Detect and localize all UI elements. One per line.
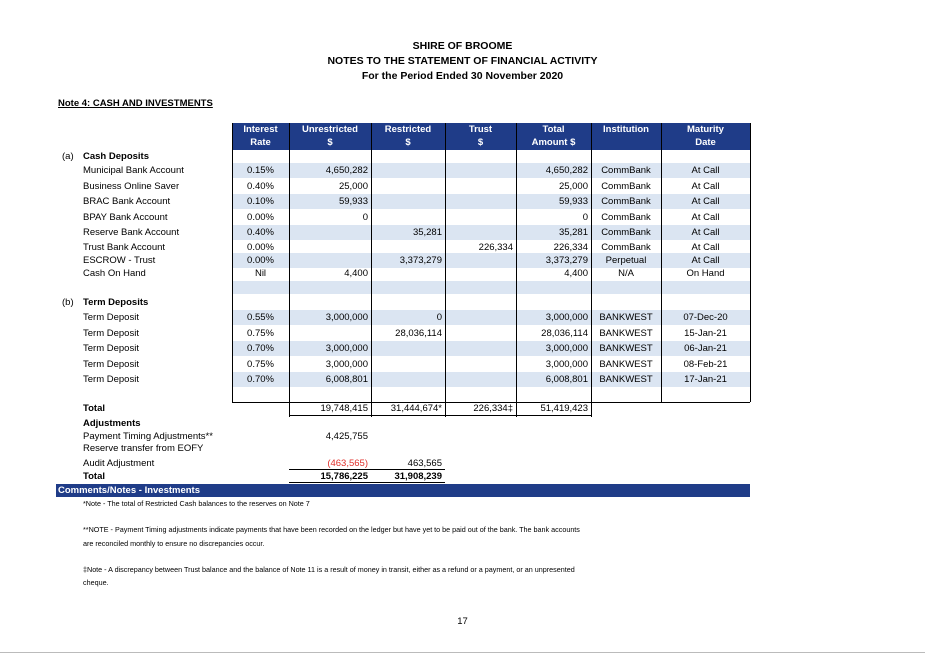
cell-institution: CommBank	[601, 181, 651, 192]
final-total-restricted: 31,908,239	[394, 471, 442, 482]
cell-maturity: 06-Jan-21	[684, 343, 727, 354]
cell-restricted: 3,373,279	[399, 255, 442, 266]
page-number: 17	[457, 616, 468, 627]
cell-rate: Nil	[254, 268, 267, 279]
column-header-restricted: Restricted $	[384, 124, 432, 148]
account-name: BRAC Bank Account	[83, 196, 171, 207]
cell-total: 3,000,000	[545, 312, 588, 323]
total-divider	[371, 402, 372, 417]
row-stripe	[232, 281, 750, 294]
note-payment-timing: **NOTE - Payment Timing adjustments indicate payments that have been recorded on the ledger but have yet to be paid out of the bank. The bank accounts	[83, 525, 580, 534]
cell-rate: 0.70%	[247, 374, 274, 385]
cell-trust: 226,334	[478, 242, 513, 253]
final-total-bottom-rule	[289, 482, 445, 483]
cell-total: 3,000,000	[545, 359, 588, 370]
cell-maturity: At Call	[691, 242, 720, 253]
cell-restricted: 28,036,114	[395, 328, 442, 339]
cell-restricted: 35,281	[412, 227, 442, 238]
report-period: For the Period Ended 30 November 2020	[361, 70, 564, 82]
total-divider	[516, 402, 517, 417]
cell-maturity: At Call	[691, 165, 720, 176]
cell-unrestricted: 3,000,000	[325, 359, 368, 370]
note-payment-timing-cont: are reconciled monthly to ensure no discrepancies occur.	[83, 539, 265, 548]
audit-unrestricted: (463,565)	[327, 458, 368, 469]
account-name: Reserve Bank Account	[83, 227, 180, 238]
cell-total: 59,933	[558, 196, 588, 207]
cell-institution: CommBank	[601, 212, 651, 223]
cell-restricted: 0	[436, 312, 442, 323]
cell-maturity: On Hand	[686, 268, 725, 279]
cell-total: 25,000	[558, 181, 588, 192]
cell-unrestricted: 0	[362, 212, 368, 223]
cell-institution: Perpetual	[605, 255, 647, 266]
section-b-title: Term Deposits	[83, 297, 149, 308]
column-header-rate: Interest Rate	[243, 124, 278, 148]
account-name: Business Online Saver	[83, 181, 180, 192]
cell-total: 35,281	[558, 227, 588, 238]
cell-rate: 0.00%	[247, 212, 274, 223]
cell-rate: 0.55%	[247, 312, 274, 323]
column-header-trust: Trust $	[468, 124, 493, 148]
final-total-unrestricted: 15,786,225	[320, 471, 368, 482]
cell-total: 6,008,801	[545, 374, 588, 385]
section-a-title: Cash Deposits	[83, 151, 149, 162]
cell-institution: N/A	[618, 268, 634, 279]
cell-institution: BANKWEST	[599, 312, 653, 323]
cell-rate: 0.10%	[247, 196, 274, 207]
final-total-label: Total	[83, 471, 105, 482]
cell-rate: 0.40%	[247, 181, 274, 192]
adjustments-title: Adjustments	[83, 418, 141, 429]
cell-unrestricted: 4,400	[344, 268, 368, 279]
total-unrestricted: 19,748,415	[320, 403, 368, 414]
cell-institution: BANKWEST	[599, 328, 653, 339]
account-name: Term Deposit	[83, 312, 139, 323]
column-rule	[232, 123, 233, 402]
cell-unrestricted: 3,000,000	[325, 343, 368, 354]
cell-institution: BANKWEST	[599, 359, 653, 370]
column-header-unrestricted: Unrestricted $	[302, 124, 358, 148]
total-divider	[591, 402, 592, 417]
report-title: SHIRE OF BROOME	[412, 40, 513, 52]
cell-maturity: At Call	[691, 181, 720, 192]
account-name: Term Deposit	[83, 328, 139, 339]
column-rule	[591, 123, 592, 402]
cell-total: 3,000,000	[545, 343, 588, 354]
cell-total: 0	[582, 212, 588, 223]
total-underline	[371, 415, 445, 416]
cell-rate: 0.00%	[247, 242, 274, 253]
cell-institution: CommBank	[601, 165, 651, 176]
cell-maturity: At Call	[691, 196, 720, 207]
total-total: 51,419,423	[540, 403, 588, 414]
account-name: Term Deposit	[83, 374, 139, 385]
report-subtitle: NOTES TO THE STATEMENT OF FINANCIAL ACTIVITY	[327, 55, 598, 67]
cell-rate: 0.70%	[247, 343, 274, 354]
total-divider	[289, 402, 290, 417]
reserve-transfer-label: Reserve transfer from EOFY	[83, 443, 204, 454]
cell-maturity: 08-Feb-21	[683, 359, 728, 370]
payment-timing-value: 4,425,755	[325, 431, 368, 442]
account-name: Trust Bank Account	[83, 242, 166, 253]
cell-maturity: At Call	[691, 255, 720, 266]
cell-maturity: 07-Dec-20	[683, 312, 728, 323]
total-trust: 226,334‡	[473, 403, 513, 414]
account-name: Cash On Hand	[83, 268, 146, 279]
cell-unrestricted: 59,933	[338, 196, 368, 207]
account-name: Term Deposit	[83, 359, 139, 370]
total-underline	[445, 415, 516, 416]
column-rule	[371, 123, 372, 402]
column-rule	[750, 123, 751, 402]
cell-institution: BANKWEST	[599, 343, 653, 354]
column-rule	[445, 123, 446, 402]
cell-unrestricted: 25,000	[338, 181, 368, 192]
note-title: Note 4: CASH AND INVESTMENTS	[58, 98, 213, 109]
cell-institution: BANKWEST	[599, 374, 653, 385]
note-restricted: *Note - The total of Restricted Cash balances to the reserves on Note 7	[83, 499, 310, 508]
cell-institution: CommBank	[601, 227, 651, 238]
cell-rate: 0.00%	[247, 255, 274, 266]
final-total-top-rule	[289, 469, 445, 470]
column-rule	[289, 123, 290, 402]
column-rule	[661, 123, 662, 402]
cell-unrestricted: 4,650,282	[325, 165, 368, 176]
total-restricted: 31,444,674*	[390, 403, 442, 414]
audit-adjustment-label: Audit Adjustment	[83, 458, 155, 469]
cell-maturity: 15-Jan-21	[684, 328, 727, 339]
cell-unrestricted: 3,000,000	[325, 312, 368, 323]
cell-total: 4,650,282	[545, 165, 588, 176]
note-trust-discrepancy: ‡Note - A discrepancy between Trust balance and the balance of Note 11 is a result of money in transit, either as a refund or a payment, or an unpresented	[83, 565, 575, 574]
account-name: ESCROW - Trust	[83, 255, 156, 266]
cell-institution: CommBank	[601, 196, 651, 207]
cell-maturity: At Call	[691, 212, 720, 223]
cell-rate: 0.15%	[247, 165, 274, 176]
cell-rate: 0.75%	[247, 328, 274, 339]
total-label: Total	[83, 403, 105, 414]
total-underline	[289, 415, 371, 416]
cell-institution: CommBank	[601, 242, 651, 253]
cell-total: 28,036,114	[541, 328, 588, 339]
cell-total: 3,373,279	[545, 255, 588, 266]
section-a-label: (a)	[62, 151, 74, 162]
cell-maturity: 17-Jan-21	[684, 374, 727, 385]
cell-maturity: At Call	[691, 227, 720, 238]
account-name: Term Deposit	[83, 343, 139, 354]
account-name: Municipal Bank Account	[83, 165, 184, 176]
payment-timing-label: Payment Timing Adjustments**	[83, 431, 213, 442]
cell-rate: 0.75%	[247, 359, 274, 370]
note-trust-discrepancy-cont: cheque.	[83, 578, 109, 587]
audit-restricted: 463,565	[407, 458, 442, 469]
column-header-institution: Institution	[603, 124, 649, 135]
column-rule	[516, 123, 517, 402]
cell-total: 4,400	[564, 268, 588, 279]
cell-unrestricted: 6,008,801	[325, 374, 368, 385]
total-underline	[516, 415, 591, 416]
column-header-total: Total Amount $	[531, 124, 576, 148]
column-header-maturity: Maturity Date	[687, 124, 724, 148]
section-b-label: (b)	[62, 297, 74, 308]
cell-rate: 0.40%	[247, 227, 274, 238]
comments-title: Comments/Notes - Investments	[58, 485, 201, 496]
account-name: BPAY Bank Account	[83, 212, 168, 223]
total-divider	[445, 402, 446, 417]
cell-total: 226,334	[553, 242, 588, 253]
